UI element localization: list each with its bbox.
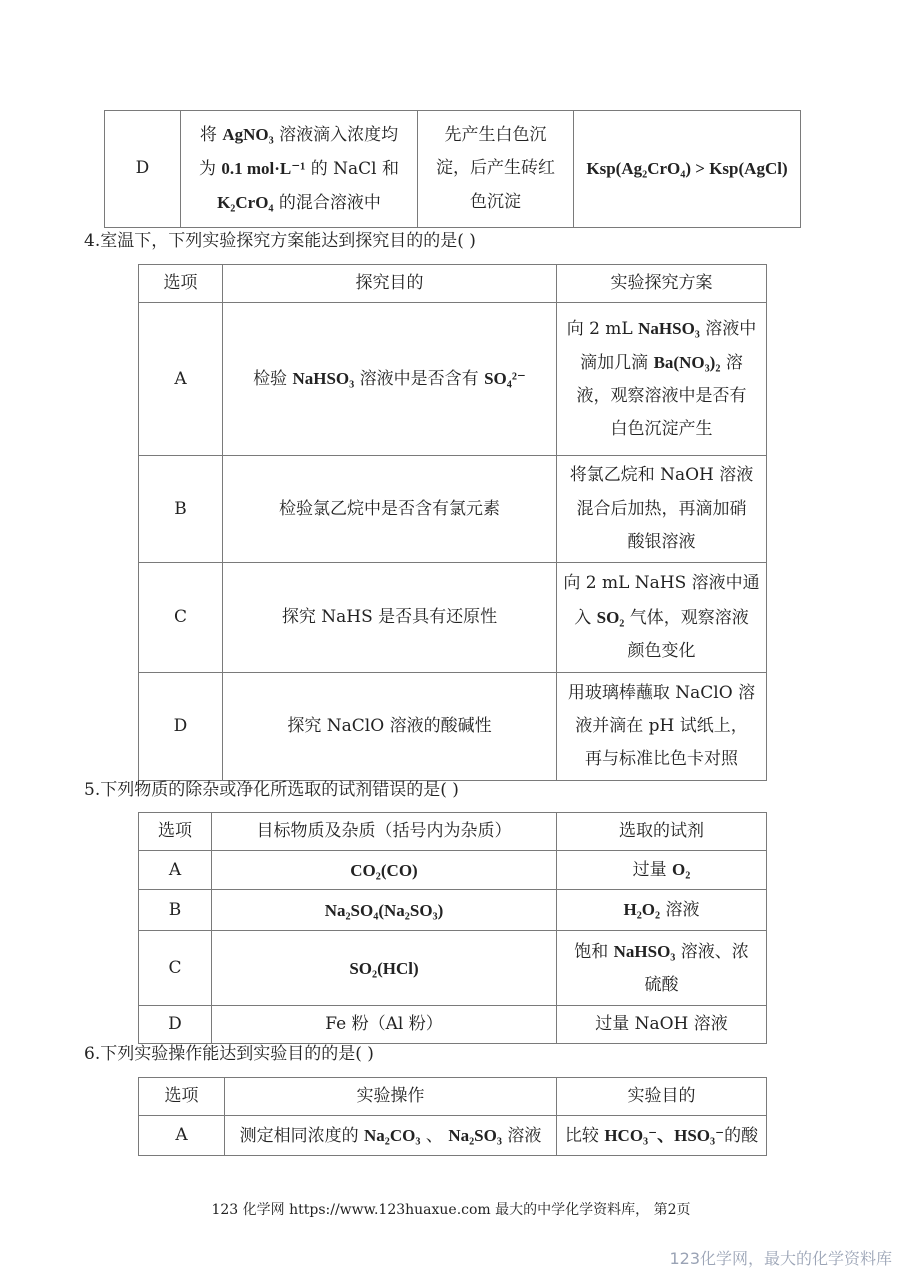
header-cell: 选取的试剂 <box>557 813 767 851</box>
plan-cell: 将氯乙烷和 NaOH 溶液 混合后加热，再滴加硝 酸银溶液 <box>557 456 767 563</box>
goal-cell: 检验 NaHSO₃ 溶液中是否含有 SO₄²⁻ <box>223 303 557 456</box>
option-label: A <box>139 303 223 456</box>
plan-cell: 用玻璃棒蘸取 NaClO 溶 液并滴在 pH 试纸上， 再与标准比色卡对照 <box>557 673 767 781</box>
phenomenon-cell: 先产生白色沉 淀，后产生砖红 色沉淀 <box>418 111 574 228</box>
question-4-table <box>138 264 767 781</box>
table-row <box>139 563 767 673</box>
conclusion-cell: Ksp(Ag₂CrO₄) > Ksp(AgCl) <box>574 111 801 228</box>
page-footer: 123 化学网 https://www.123huaxue.com 最大的中学化学资料库， 第2页 <box>211 1202 691 1218</box>
header-cell: 实验操作 <box>225 1078 557 1116</box>
reagent-cell: 饱和 NaHSO₃ 溶液、浓 硫酸 <box>557 931 767 1006</box>
header-cell: 探究目的 <box>223 265 557 303</box>
table-header-row <box>139 1078 767 1116</box>
table-row <box>139 673 767 781</box>
plan-cell: 向 2 mL NaHSO₃ 溶液中 滴加几滴 Ba(NO₃)₂ 溶 液，观察溶液中是否有 白色沉淀产生 <box>557 303 767 456</box>
table-row <box>139 303 767 456</box>
operation-cell: 将 AgNO₃ 溶液滴入浓度均 为 0.1 mol·L⁻¹ 的 NaCl 和 K₂CrO₄ 的混合溶液中 <box>181 111 418 228</box>
option-label: D <box>139 1006 212 1044</box>
substance-cell: SO₂(HCl) <box>212 931 557 1006</box>
goal-cell: 探究 NaHS 是否具有还原性 <box>223 563 557 673</box>
watermark: 123化学网，最大的化学资料库 <box>669 1249 892 1268</box>
aim-cell: 比较 HCO₃⁻、HSO₃⁻的酸 <box>557 1116 767 1156</box>
table-header-row <box>139 265 767 303</box>
option-label: B <box>139 890 212 931</box>
substance-cell: Fe 粉（Al 粉） <box>212 1006 557 1044</box>
table-row <box>139 890 767 931</box>
header-cell: 选项 <box>139 265 223 303</box>
question-6-table <box>138 1077 767 1156</box>
question-4-title: 4.室温下，下列实验探究方案能达到探究目的的是( ) <box>84 231 476 251</box>
reagent-cell: H₂O₂ 溶液 <box>557 890 767 931</box>
header-cell: 目标物质及杂质（括号内为杂质） <box>212 813 557 851</box>
reagent-cell: 过量 NaOH 溶液 <box>557 1006 767 1044</box>
table-row <box>139 1006 767 1044</box>
question-5-table <box>138 812 767 1044</box>
option-label: C <box>139 563 223 673</box>
table-row <box>139 1116 767 1156</box>
option-label: B <box>139 456 223 563</box>
header-cell: 选项 <box>139 1078 225 1116</box>
substance-cell: CO₂(CO) <box>212 851 557 890</box>
option-label: D <box>139 673 223 781</box>
table-row <box>139 931 767 1006</box>
header-cell: 选项 <box>139 813 212 851</box>
reagent-cell: 过量 O₂ <box>557 851 767 890</box>
question-6-title: 6.下列实验操作能达到实验目的的是( ) <box>84 1044 374 1064</box>
option-label: D <box>105 111 181 228</box>
table-row <box>139 851 767 890</box>
table-header-row <box>139 813 767 851</box>
substance-cell: Na₂SO₄(Na₂SO₃) <box>212 890 557 931</box>
option-label: C <box>139 931 212 1006</box>
header-cell: 实验探究方案 <box>557 265 767 303</box>
header-cell: 实验目的 <box>557 1078 767 1116</box>
table-row <box>139 456 767 563</box>
plan-cell: 向 2 mL NaHS 溶液中通 入 SO₂ 气体，观察溶液 颜色变化 <box>557 563 767 673</box>
question-5-title: 5.下列物质的除杂或净化所选取的试剂错误的是( ) <box>84 780 459 800</box>
table-row <box>105 111 801 228</box>
goal-cell: 检验氯乙烷中是否含有氯元素 <box>223 456 557 563</box>
option-label: A <box>139 851 212 890</box>
option-label: A <box>139 1116 225 1156</box>
goal-cell: 探究 NaClO 溶液的酸碱性 <box>223 673 557 781</box>
table-previous-question <box>104 110 801 228</box>
operation-cell: 测定相同浓度的 Na₂CO₃ 、 Na₂SO₃ 溶液 <box>225 1116 557 1156</box>
